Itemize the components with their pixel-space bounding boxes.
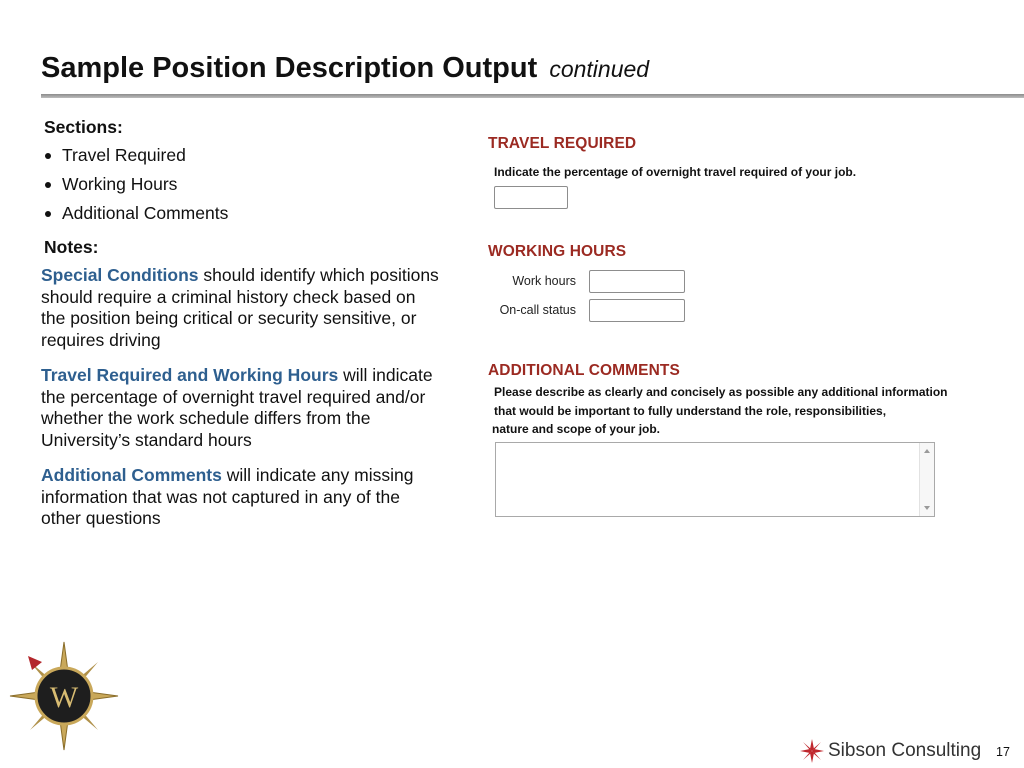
sections-list: [41, 141, 441, 228]
slide-title-suffix: continued: [549, 56, 650, 82]
title-divider: [41, 94, 1024, 98]
work-hours-label: Work hours: [512, 274, 576, 288]
notes-column: [41, 116, 441, 544]
note-special-conditions: [41, 265, 441, 351]
note-keyword: Special Conditions: [41, 265, 199, 285]
on-call-status-input[interactable]: [589, 299, 685, 322]
notes-heading: Notes:: [44, 237, 99, 257]
compass-w-logo-icon: [8, 640, 120, 752]
scroll-down-icon[interactable]: [924, 506, 930, 510]
slide-title: [41, 52, 649, 85]
page-number: 17: [996, 745, 1010, 759]
scroll-up-icon[interactable]: [924, 449, 930, 453]
sections-heading: Sections:: [44, 117, 123, 137]
note-travel-working: [41, 365, 441, 451]
section-item: Additional Comments: [41, 199, 441, 228]
slide-title-main: Sample Position Description Output: [41, 52, 538, 84]
section-item: Travel Required: [41, 141, 441, 170]
on-call-status-label: On-call status: [499, 303, 576, 317]
comments-prompt-line3: nature and scope of your job.: [492, 422, 661, 436]
note-text: will indicate any missing information that was not captured in any of the other questions: [41, 465, 414, 528]
note-keyword: Travel Required and Working Hours: [41, 365, 339, 385]
travel-required-heading: TRAVEL REQUIRED: [488, 135, 637, 152]
brand-name: Sibson Consulting: [828, 740, 982, 761]
travel-prompt: Indicate the percentage of overnight travel required of your job.: [494, 165, 857, 179]
note-text: should identify which positions should require a criminal history check based on the position being critical or security sensitive, or requires driving: [41, 265, 439, 350]
note-keyword: Additional Comments: [41, 465, 222, 485]
travel-percentage-input[interactable]: [494, 186, 568, 209]
comments-prompt-line1: Please describe as clearly and concisely as possible any additional information: [494, 385, 948, 399]
section-item: Working Hours: [41, 170, 441, 199]
working-hours-heading: WORKING HOURS: [488, 243, 627, 260]
textarea-scrollbar[interactable]: [919, 443, 934, 516]
star-burst-icon: [800, 739, 824, 763]
svg-text:W: W: [49, 681, 79, 714]
note-additional-comments: [41, 465, 441, 530]
note-text: will indicate the percentage of overnight travel required and/or whether the work schedule differs from the University’s standard hours: [41, 365, 433, 450]
work-hours-input[interactable]: [589, 270, 685, 293]
comments-textarea[interactable]: [495, 442, 935, 517]
brand-footer: [800, 736, 981, 766]
additional-comments-heading: ADDITIONAL COMMENTS: [488, 362, 680, 379]
comments-prompt-line2: that would be important to fully understand the role, responsibilities,: [494, 404, 887, 418]
